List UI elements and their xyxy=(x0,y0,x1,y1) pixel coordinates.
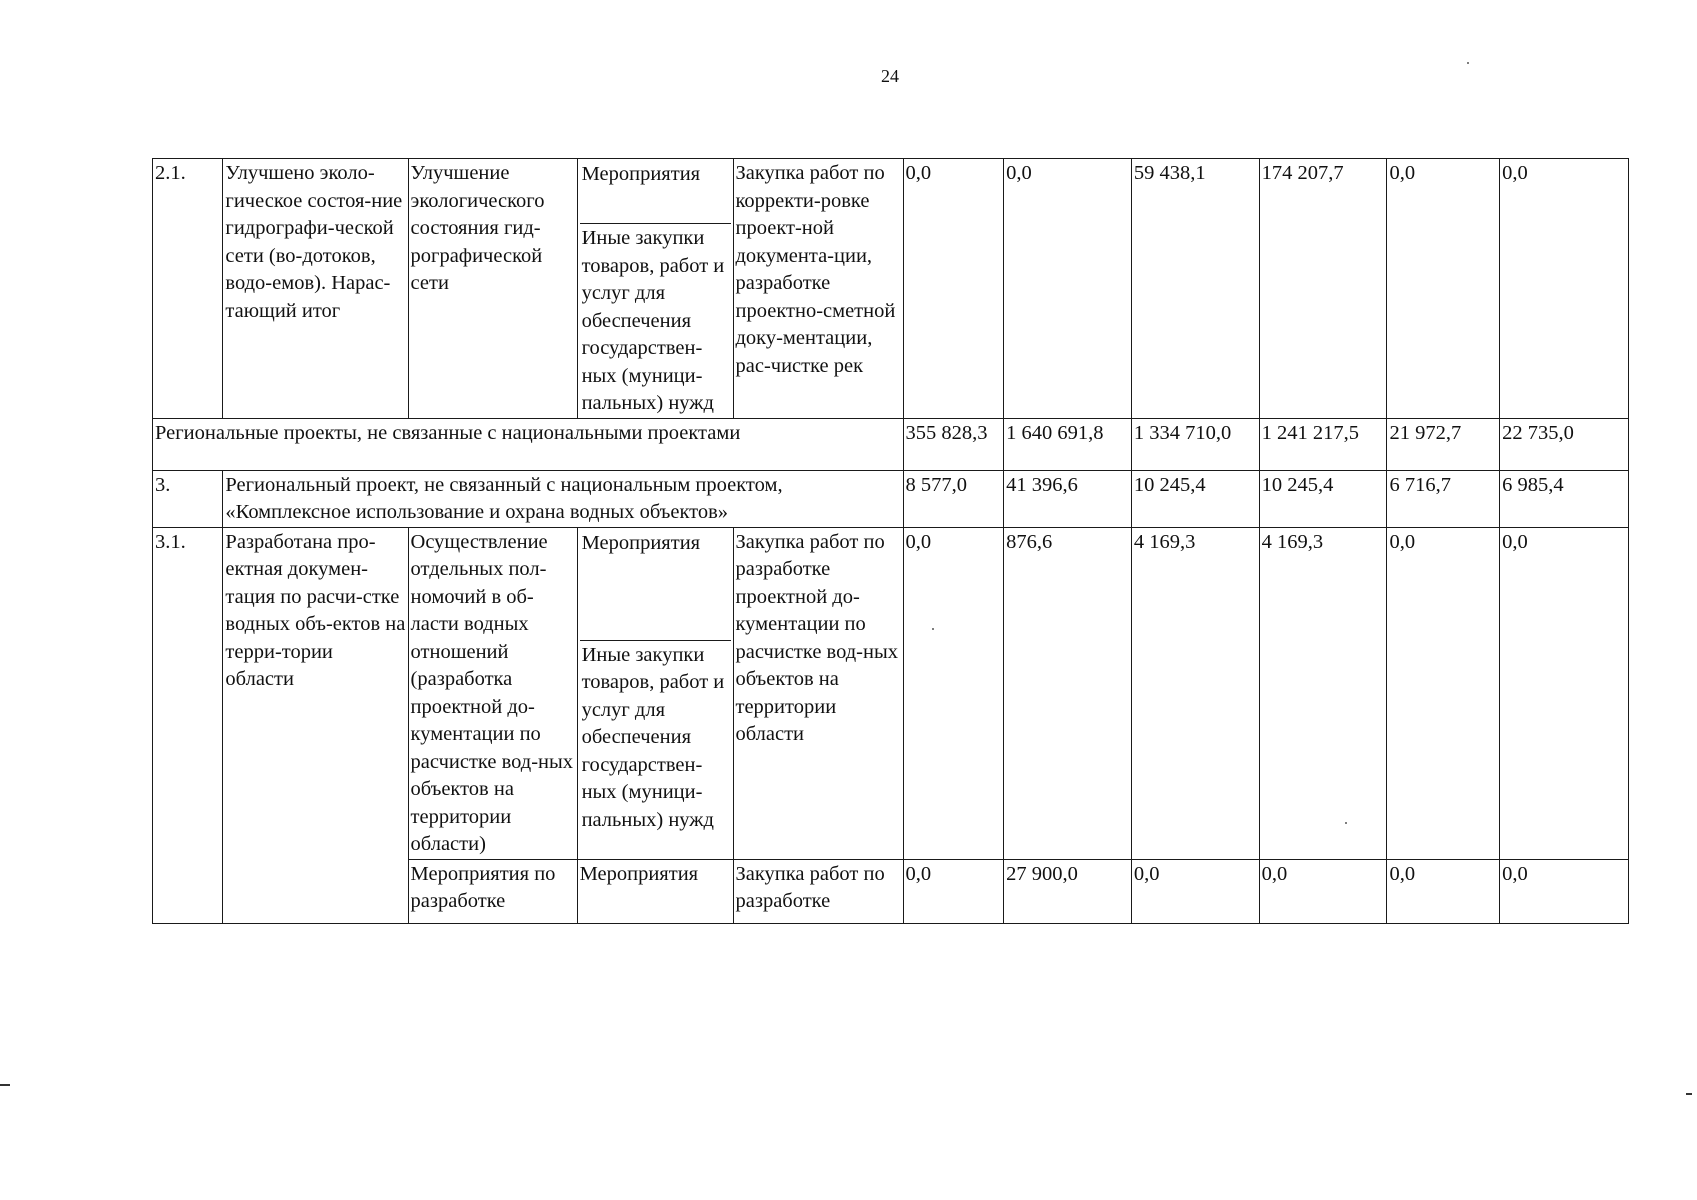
value-cell: 10 245,4 xyxy=(1259,470,1387,527)
expense-type-bottom: Иные закупки товаров, работ и услуг для обеспечения государствен-ных (муници-пальных) нужд xyxy=(581,227,725,414)
row-number: 2.1. xyxy=(153,159,223,419)
regional-label: Региональные проекты, не связанные с национальными проектами xyxy=(153,418,904,470)
value-cell: 0,0 xyxy=(903,527,1004,859)
table-row-3-1 xyxy=(153,527,1629,859)
scan-edge-mark xyxy=(0,1084,10,1086)
value-cell: 876,6 xyxy=(1004,527,1132,859)
page-number: 24 xyxy=(881,66,899,86)
value-cell: 59 438,1 xyxy=(1131,159,1259,419)
result-cell: Улучшено эколо-гическое состоя-ние гидрографи-ческой сети (во-дотоков, водо-емов). Нарас-тающий итог xyxy=(223,159,408,419)
value-cell: 4 169,3 xyxy=(1259,527,1387,859)
value-cell: 41 396,6 xyxy=(1004,470,1132,527)
table-row-2-1 xyxy=(153,159,1629,419)
value-cell: 6 716,7 xyxy=(1387,470,1500,527)
value-cell: 1 241 217,5 xyxy=(1259,418,1387,470)
value-cell: 22 735,0 xyxy=(1500,418,1629,470)
scan-speck xyxy=(1467,62,1469,64)
measure-cell: Осуществление отдельных пол-номочий в об-ласти водных отношений (разработка проектной до-кументации по расчистке вод-ных объектов на территории области) xyxy=(408,527,577,859)
project-label: Региональный проект, не связанный с национальным проектом, «Комплексное использование и охрана водных объектов» xyxy=(223,470,903,527)
value-cell: 8 577,0 xyxy=(903,470,1004,527)
value-cell: 21 972,7 xyxy=(1387,418,1500,470)
table-row-3 xyxy=(153,470,1629,527)
purpose-cell: Закупка работ по корректи-ровке проект-ной документа-ции, разработке проектно-сметной доку-ментации, рас-чистке рек xyxy=(733,159,903,419)
value-cell: 0,0 xyxy=(1004,159,1132,419)
value-cell: 0,0 xyxy=(1259,859,1387,923)
measure-cell: Улучшение экологического состояния гид-рографической сети xyxy=(408,159,577,419)
value-cell: 0,0 xyxy=(1500,159,1629,419)
value-cell: 27 900,0 xyxy=(1004,859,1132,923)
value-cell: 0,0 xyxy=(1131,859,1259,923)
value-cell: 0,0 xyxy=(1387,159,1500,419)
row-number: 3.1. xyxy=(153,527,223,923)
expense-type-top: Мероприятия xyxy=(580,529,731,641)
scan-speck xyxy=(932,628,934,630)
value-cell: 0,0 xyxy=(903,159,1004,419)
value-cell: 1 334 710,0 xyxy=(1131,418,1259,470)
value-cell: 355 828,3 xyxy=(903,418,1004,470)
value-cell: 0,0 xyxy=(1500,859,1629,923)
result-cell: Разработана про-ектная докумен-тация по расчи-стке водных объ-ектов на терри-тории области xyxy=(223,527,408,923)
measure-cell: Мероприятия по разработке xyxy=(408,859,577,923)
value-cell: 0,0 xyxy=(903,859,1004,923)
budget-table xyxy=(152,158,1629,924)
table-row-regional-total xyxy=(153,418,1629,470)
value-cell: 1 640 691,8 xyxy=(1004,418,1132,470)
expense-type-cell xyxy=(577,159,733,419)
expense-type-cell xyxy=(577,527,733,859)
purpose-cell: Закупка работ по разработке проектной до-кументации по расчистке вод-ных объектов на территории области xyxy=(733,527,903,859)
value-cell: 174 207,7 xyxy=(1259,159,1387,419)
value-cell: 4 169,3 xyxy=(1131,527,1259,859)
value-cell: 0,0 xyxy=(1387,527,1500,859)
row-number: 3. xyxy=(153,470,223,527)
expense-type-top: Мероприятия xyxy=(580,160,731,224)
purpose-cell: Закупка работ по разработке xyxy=(733,859,903,923)
scan-edge-mark xyxy=(1686,1093,1692,1095)
value-cell: 0,0 xyxy=(1500,527,1629,859)
scan-speck xyxy=(1345,822,1347,824)
expense-type-bottom: Иные закупки товаров, работ и услуг для обеспечения государствен-ных (муници-пальных) нужд xyxy=(581,643,725,831)
expense-type-cell: Мероприятия xyxy=(577,859,733,923)
value-cell: 10 245,4 xyxy=(1131,470,1259,527)
value-cell: 0,0 xyxy=(1387,859,1500,923)
value-cell: 6 985,4 xyxy=(1500,470,1629,527)
